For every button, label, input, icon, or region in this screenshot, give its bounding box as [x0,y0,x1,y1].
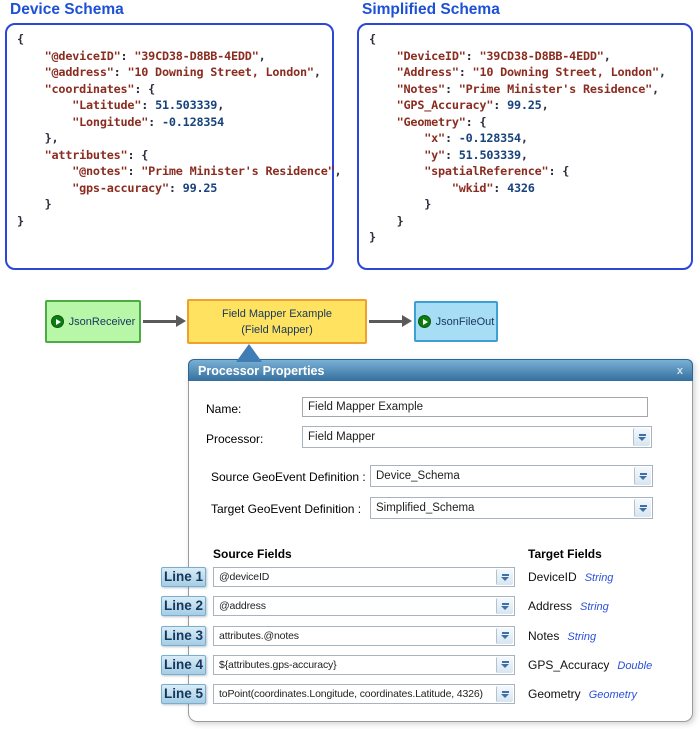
device-schema-box [5,23,342,270]
dropdown-button[interactable] [496,628,513,644]
device-schema-title: Device Schema [10,1,124,18]
json-code-line: } [17,197,52,211]
processor-label: Processor: [206,432,264,446]
chevron-down-icon [501,574,509,581]
simplified-schema-box [357,23,693,270]
target-field-type: String [584,572,614,584]
mapping-row [163,596,692,616]
chevron-down-icon [501,632,509,639]
line-number-badge: Line 5 [161,684,206,704]
json-code-line: "Geometry": { [396,114,487,129]
target-field [528,567,613,588]
flow-node-json-fileout[interactable] [414,301,498,342]
flow-arrow-line [369,320,403,323]
flow-node-label: JsonReceiver [68,315,136,328]
json-code-line: "Longitude": -0.128354 [72,114,225,129]
json-code-line: { [369,32,376,46]
source-field-combobox[interactable] [213,684,515,704]
json-code-line: "y": 51.503339, [424,147,528,162]
json-code-line: "@notes": "Prime Minister's Residence", [72,164,342,178]
chevron-down-icon [501,661,509,668]
source-field-value: toPoint(coordinates.Longitude, coordinates.Latitude, 4326) [219,688,483,700]
flow-arrow-head-icon [402,315,412,327]
json-code-line: "attributes": { [44,147,149,162]
device-schema-json [17,31,341,229]
processor-properties-dialog [163,359,693,722]
mapping-row [163,626,692,646]
source-field-value: ${attributes.gps-accuracy} [219,658,337,671]
flow-node-label: Field Mapper Example [221,307,333,320]
chevron-down-icon [501,603,509,610]
name-label: Name: [206,402,242,416]
source-field-combobox[interactable] [213,596,515,616]
json-code-line: "Latitude": 51.503339, [72,98,225,112]
target-field-type: Double [617,659,653,672]
mapping-row [163,567,692,587]
dialog-title: Processor Properties [198,364,325,378]
json-code-line: }, [17,131,59,145]
target-field-name: Geometry [528,687,581,701]
dropdown-button[interactable] [496,569,513,585]
target-field [528,596,609,617]
source-field-combobox[interactable] [213,655,515,675]
line-number-badge: Line 1 [161,567,206,587]
dropdown-button[interactable] [634,467,651,485]
name-input[interactable] [302,397,648,417]
mapping-row [163,684,692,704]
json-code-line: "DeviceID": "39CD38-D8BB-4EDD", [396,48,611,63]
json-code-line: } [369,230,376,244]
target-field-name: Notes [528,628,560,643]
json-code-line: "x": -0.128354, [424,131,528,145]
target-field-type: Geometry [588,689,637,701]
json-code-line: "@address": "10 Downing Street, London", [44,65,321,79]
json-code-line: { [17,32,24,46]
processor-combobox[interactable] [302,426,652,448]
chevron-down-icon [639,505,647,512]
json-code-line: } [369,197,432,211]
dropdown-button[interactable] [496,598,513,614]
flow-node-sublabel: (Field Mapper) [241,323,313,336]
json-code-line: "coordinates": { [44,81,156,96]
json-code-line: "GPS_Accuracy": 99.25, [396,98,549,112]
line-number-badge: Line 4 [161,655,206,675]
json-code-line: "wkid": 4326 [451,180,535,195]
target-field-type: String [567,630,597,643]
source-field-combobox[interactable] [213,626,515,646]
source-field-value: @address [219,600,266,613]
json-code-line: "gps-accuracy": 99.25 [72,180,218,195]
processor-value: Field Mapper [308,431,376,443]
close-icon[interactable]: x [676,365,683,377]
source-geoevent-definition-combobox[interactable] [370,465,653,487]
source-field-value: @deviceID [219,571,270,583]
json-code-line: "Address": "10 Downing Street, London", [396,65,666,79]
dialog-body [163,381,693,722]
target-geoevent-definition-value: Simplified_Schema [376,502,475,514]
chevron-down-icon [639,473,647,480]
line-number-badge: Line 3 [161,626,206,646]
play-icon [51,315,64,328]
simplified-schema-title: Simplified Schema [362,1,500,18]
dropdown-button[interactable] [496,657,513,673]
chevron-down-icon [638,434,646,441]
line-number-badge: Line 2 [161,596,206,616]
dropdown-button[interactable] [634,499,651,517]
source-geoevent-definition-label: Source GeoEvent Definition : [211,470,366,484]
source-field-combobox[interactable] [213,567,515,587]
json-code-line: } [369,213,404,228]
dropdown-button[interactable] [496,686,513,702]
play-icon [418,315,431,328]
target-geoevent-definition-combobox[interactable] [370,497,653,519]
json-code-line: "spatialReference": { [424,164,570,178]
target-field-name: DeviceID [528,570,577,584]
target-field-type: String [580,601,609,614]
mapping-row [163,655,692,675]
callout-pointer-icon [236,344,262,362]
json-code-line: } [17,213,24,228]
target-fields-header: Target Fields [528,547,602,561]
dialog-titlebar[interactable] [188,359,693,381]
source-field-value: attributes.@notes [219,629,299,642]
dropdown-button[interactable] [633,428,650,446]
target-geoevent-definition-label: Target GeoEvent Definition : [211,502,362,516]
target-field-name: Address [528,599,573,614]
flow-node-json-receiver[interactable] [45,300,141,343]
flow-node-field-mapper[interactable] [187,299,367,344]
flow-arrow-head-icon [176,315,186,327]
flow-arrow-line [143,320,177,323]
source-fields-header: Source Fields [213,547,292,561]
target-field [528,626,596,647]
json-code-line: "@deviceID": "39CD38-D8BB-4EDD", [44,48,266,63]
simplified-schema-json [369,31,666,246]
chevron-down-icon [501,691,509,698]
json-code-line: "Notes": "Prime Minister's Residence", [396,81,659,96]
source-geoevent-definition-value: Device_Schema [376,470,460,482]
target-field-name: GPS_Accuracy [528,657,610,672]
target-field [528,684,637,705]
target-field [528,655,652,676]
flow-node-label: JsonFileOut [435,315,495,328]
